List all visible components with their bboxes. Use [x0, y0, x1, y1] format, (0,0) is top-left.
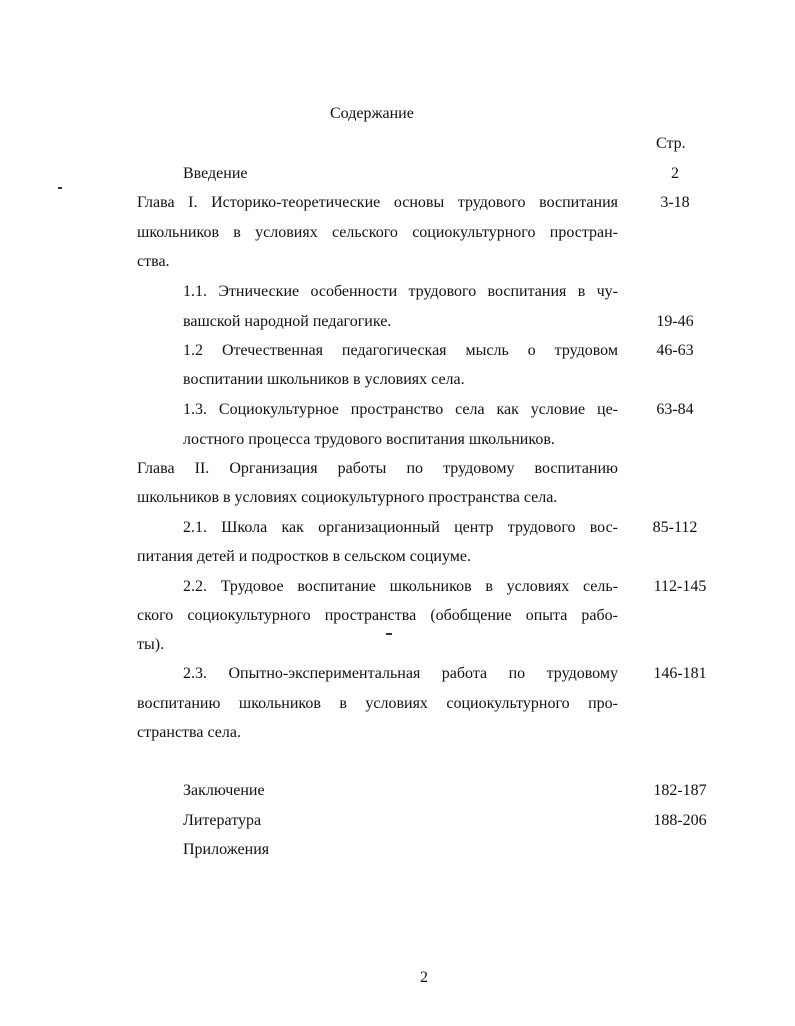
toc-section-2-2-line-1: 2.2. Трудовое воспитание школьников в условиях сель-	[183, 578, 618, 595]
toc-literature-label: Литература	[183, 812, 262, 829]
toc-section-2-3-line-2: воспитанию школьников в условиях социокультурного про-	[137, 695, 618, 712]
toc-section-2-3-line-1: 2.3. Опытно-экспериментальная работа по трудовому	[183, 665, 618, 682]
toc-chapter1-line-1: Глава I. Историко-теоретические основы трудового воспитания	[137, 194, 618, 211]
toc-section-2-1-line-1: 2.1. Школа как организационный центр трудового вос-	[183, 519, 618, 536]
toc-section-1-2-line-1: 1.2 Отечественная педагогическая мысль о трудовом	[183, 342, 618, 359]
toc-section-1-1-line-2: вашской народной педагогике.	[183, 313, 392, 330]
toc-literature-page: 188-206	[653, 812, 707, 829]
scan-speck	[386, 633, 392, 635]
toc-section-2-3-page: 146-181	[653, 665, 707, 682]
toc-section-2-1-page: 85-112	[652, 519, 698, 536]
toc-section-2-2-line-2: ского социокультурного пространства (обобщение опыта рабо-	[137, 607, 618, 624]
contents-title: Содержание	[330, 105, 414, 122]
toc-section-1-3-page: 63-84	[656, 401, 694, 418]
toc-section-2-2-page: 112-145	[653, 578, 707, 595]
toc-chapter2-line-2: школьников в условиях социокультурного пространства села.	[137, 489, 558, 506]
toc-section-2-1-line-2: питания детей и подростков в сельском социуме.	[137, 548, 471, 565]
toc-chapter1-line-2: школьников в условиях сельского социокультурного простран-	[137, 224, 618, 241]
toc-chapter2-line-1: Глава II. Организация работы по трудовому воспитанию	[137, 460, 618, 477]
toc-section-2-3-line-3: странства села.	[137, 724, 241, 741]
toc-section-1-1-page: 19-46	[656, 313, 694, 330]
toc-section-1-1-line-1: 1.1. Этнические особенности трудового воспитания в чу-	[183, 283, 618, 300]
footer-page-number: 2	[420, 969, 428, 986]
toc-section-2-2-line-3: ты).	[137, 636, 165, 653]
toc-intro-label: Введение	[183, 165, 248, 182]
toc-chapter1-line-3: ства.	[137, 253, 170, 270]
toc-conclusion-page: 182-187	[653, 782, 707, 799]
toc-conclusion-label: Заключение	[183, 782, 265, 799]
toc-section-1-2-line-2: воспитании школьников в условиях села.	[183, 371, 465, 388]
toc-chapter1-page: 3-18	[660, 194, 690, 211]
scan-speck	[58, 187, 62, 189]
toc-intro-page: 2	[671, 165, 679, 182]
toc-section-1-2-page: 46-63	[656, 342, 694, 359]
toc-section-1-3-line-1: 1.3. Социокультурное пространство села как условие це-	[183, 401, 618, 418]
toc-section-1-3-line-2: лостного процесса трудового воспитания школьников.	[183, 431, 555, 448]
page-column-header: Стр.	[656, 135, 686, 152]
toc-appendices-label: Приложения	[183, 841, 270, 858]
